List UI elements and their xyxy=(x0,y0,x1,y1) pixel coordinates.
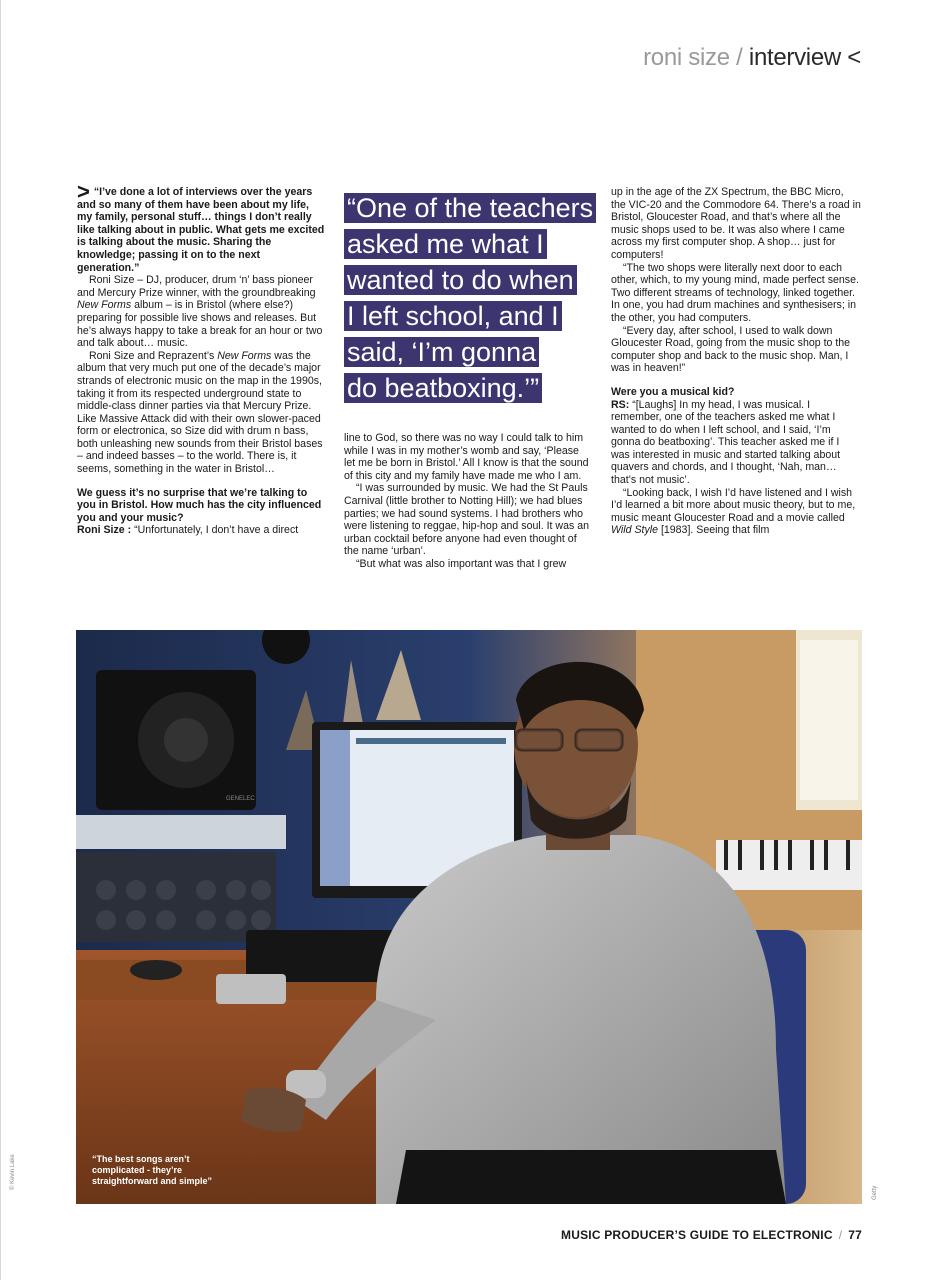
studio-photo-illustration xyxy=(76,630,862,1204)
col3-p4-b: [1983]. Seeing that film xyxy=(658,524,770,537)
header-topic: interview < xyxy=(748,44,861,71)
pull-quote-line: do beatboxing.’” xyxy=(344,373,542,403)
answer-2 xyxy=(611,399,861,487)
column-3 xyxy=(611,186,861,537)
speaker-brand: GENELEC xyxy=(226,796,255,802)
col1-p2-album: New Forms xyxy=(217,349,272,362)
photo-caption: “The best songs aren’t complicated - they’re straightforward and simple” xyxy=(92,1154,213,1186)
page-edge-line xyxy=(0,0,1,1280)
col3-paragraph-4 xyxy=(611,487,861,537)
column-2 xyxy=(344,432,592,571)
col1-p1-album: New Forms xyxy=(77,299,132,312)
photo-credit-right: Getty xyxy=(872,1185,878,1200)
photo-credit-left: © Kevin Lake xyxy=(10,1154,16,1190)
pull-quote-line: “One of the teachers xyxy=(344,193,596,223)
answer-1-text: “Unfortunately, I don’t have a direct xyxy=(131,524,299,537)
col3-paragraph-3: “Every day, after school, I used to walk down Gloucester Road, going from the music shop to the computer shop and back to the music shop. Man, I was in heaven!” xyxy=(611,324,851,375)
intro-lead-text: “I’ve done a lot of interviews over the years and so many of them have been about my life, my family, personal stuff… things I don’t really like talking about in public. What gets me excited is talking about the music. Sharing the knowledge; passing it on to the next generation.” xyxy=(77,186,325,274)
pull-quote-line: said, ‘I’m gonna xyxy=(344,337,539,367)
col1-p1-b: album – is in Bristol (where else?) preparing for possible live shows and releases. But he’s always happy to take a break for an hour or two and talk about… music. xyxy=(77,299,323,350)
col1-p2-b: was the album that very much put one of the decade’s major strands of electronic music on the map in the 1990s, taking it from its respected underground state to middle-class dinner parties via that Mercury Prize. Like Massive Attack did with their own slower-paced form or electronica, so Size did with drum n bass, both unleashing new sounds from their Bristol bases – and indeed basses – to the world. There is, it seems, something in the water in Bristol… xyxy=(77,349,323,476)
answer-2-speaker: RS: xyxy=(611,398,630,411)
pull-quote-line: I left school, and I xyxy=(344,301,562,331)
pull-quote-line: wanted to do when xyxy=(344,265,577,295)
header-section: roni size xyxy=(643,44,730,71)
intro-arrow-icon: > xyxy=(77,179,90,204)
answer-1 xyxy=(77,524,325,537)
header-separator: / xyxy=(736,44,743,71)
page-number: 77 xyxy=(848,1228,862,1242)
footer-separator: / xyxy=(838,1228,843,1242)
pull-quote xyxy=(344,190,604,406)
col1-p1-a: Roni Size – DJ, producer, drum ‘n’ bass pioneer and Mercury Prize winner, with the groundbreaking xyxy=(77,274,316,299)
col2-paragraph-1: line to God, so there was no way I could talk to him while I was in my mother’s womb and say, ‘Please let me be born in Bristol.’ All I know is that the sound of this city and my family have made me who I am. xyxy=(344,432,589,482)
column-1 xyxy=(77,179,325,537)
question-1: We guess it’s no surprise that we’re talking to you in Bristol. How much has the city influenced you and your music? xyxy=(77,486,322,524)
pull-quote-line: asked me what I xyxy=(344,229,547,259)
col2-paragraph-3: “But what was also important was that I grew xyxy=(356,557,567,570)
col3-paragraph-2: “The two shops were literally next door to each other, which, to my young mind, made perfect sense. Two different streams of technology, linked together. In one, you had drum machines and synthesisers; in the other, you had computers. xyxy=(611,261,859,324)
col1-paragraph-2 xyxy=(77,350,325,476)
col2-paragraph-2: “I was surrounded by music. We had the St Pauls Carnival (little brother to Notting Hill); we had blues parties; we had sound systems. I had brothers who were listening to reggae, hip-hop and soul. It was an urban cocktail before anyone had even thought of the name ‘urban’. xyxy=(344,482,589,558)
studio-photo xyxy=(76,630,862,1204)
col3-p4-a: “Looking back, I wish I’d have listened and I wish I’d learned a bit more about music theory, but to me, music meant Gloucester Road and a movie called xyxy=(611,486,856,524)
page-footer xyxy=(561,1228,862,1242)
answer-1-speaker: Roni Size : xyxy=(77,524,132,537)
question-2: Were you a musical kid? xyxy=(611,385,735,398)
col3-paragraph-1: up in the age of the ZX Spectrum, the BBC Micro, the VIC-20 and the Commodore 64. There’s a road in Bristol, Gloucester Road, and that’s where all the music shops used to be. It was also where I came across my first computer shop. A shop… just for computers! xyxy=(611,186,861,261)
col1-paragraph-1 xyxy=(77,274,325,350)
col1-p2-a: Roni Size and Reprazent’s xyxy=(89,349,218,362)
intro-lead xyxy=(77,179,325,274)
answer-2-text: “[Laughs] In my head, I was musical. I remember, one of the teachers asked me what I wanted to do when I left school, and I said, ‘I’m gonna do beatboxing’. This teacher asked me if I was interested in music and started talking about quavers and chords, and I thought, ‘Nah, man… that’s not music’. xyxy=(611,398,841,487)
running-header xyxy=(643,44,861,72)
col3-p4-film: Wild Style xyxy=(611,524,658,537)
footer-title: MUSIC PRODUCER’S GUIDE TO ELECTRONIC xyxy=(561,1228,833,1242)
